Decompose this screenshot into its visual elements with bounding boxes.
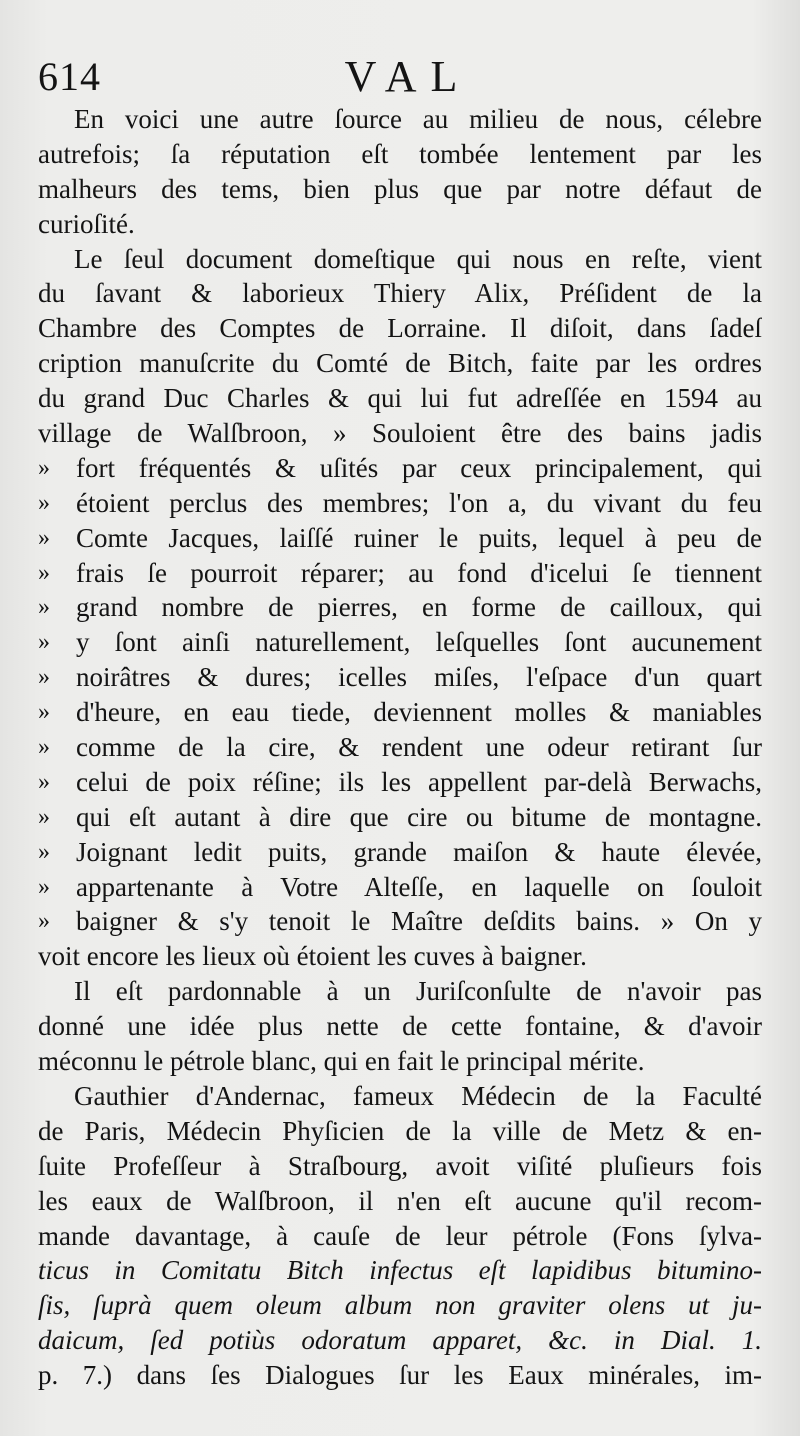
text-line: p. 7.) dans ſes Dialogues ſur les Eaux minérales, im-: [38, 1360, 762, 1391]
text-line: donné une idée plus nette de cette fontaine, & d'avoir: [38, 1011, 762, 1042]
quote-mark: »: [38, 873, 50, 900]
quoted-text: celui de poix réſine; ils les appellent par-delà Berwachs,: [76, 766, 762, 797]
quote-mark: »: [38, 838, 50, 865]
page-number: 614: [38, 54, 101, 99]
quoted-text: baigner & s'y tenoit le Maître deſdits bains. » On y: [76, 906, 762, 937]
text-line: curioſité.: [38, 208, 135, 239]
quoted-text: qui eſt autant à dire que cire ou bitume de montagne.: [76, 801, 762, 832]
quoted-text: d'heure, en eau tiede, deviennent molles & maniables: [76, 697, 762, 728]
quoted-text: appartenante à Votre Alteſſe, en laquelle on ſouloit: [76, 871, 762, 902]
quote-mark: »: [38, 524, 50, 551]
quote-mark: »: [38, 489, 50, 516]
quoted-line: [38, 730, 762, 765]
text-line: du grand Duc Charles & qui lui fut adreſſée en 1594 au: [38, 383, 762, 414]
text-line: les eaux de Walſbroon, il n'en eſt aucune qu'il recom-: [38, 1185, 762, 1216]
quoted-text: grand nombre de pierres, en forme de cailloux, qui: [76, 592, 762, 623]
quote-mark: »: [38, 594, 50, 621]
quoted-line: [38, 590, 762, 625]
quote-mark: »: [38, 803, 50, 830]
text-line: Le ſeul document domeſtique qui nous en reſte, vient: [74, 243, 762, 274]
text-line: ſis, ſuprà quem oleum album non graviter olens ut ju-: [38, 1290, 762, 1321]
quoted-line: [38, 660, 762, 695]
quoted-line: [38, 800, 762, 835]
text-line: malheurs des tems, bien plus que par notre défaut de: [38, 173, 762, 204]
quoted-text: y ſont ainſi naturellement, leſquelles ſont aucunement: [76, 627, 762, 658]
quoted-line: [38, 486, 762, 521]
text-line: de Paris, Médecin Phyſicien de la ville de Metz & en-: [38, 1115, 762, 1146]
text-line: voit encore les lieux où étoient les cuves à baigner.: [38, 941, 587, 972]
quoted-line: [38, 625, 762, 660]
quoted-text: frais ſe pourroit réparer; au fond d'icelui ſe tiennent: [76, 557, 762, 588]
quote-mark: »: [38, 629, 50, 656]
text-line: ſuite Profeſſeur à Straſbourg, avoit viſité pluſieurs fois: [38, 1150, 762, 1181]
quote-mark: »: [38, 454, 50, 481]
text-line: ticus in Comitatu Bitch infectus eſt lapidibus bitumino-: [38, 1255, 762, 1286]
quoted-text: comme de la cire, & rendent une odeur retirant ſur: [76, 732, 762, 763]
quoted-line: [38, 521, 762, 556]
text-line: autrefois; ſa réputation eſt tombée lentement par les: [38, 138, 762, 169]
page-header: [38, 52, 778, 102]
quoted-line: [38, 556, 762, 591]
quote-mark: »: [38, 559, 50, 586]
running-head: VAL: [344, 52, 472, 101]
text-line: méconnu le pétrole blanc, qui en fait le principal mérite.: [38, 1046, 645, 1077]
text-line: cription manuſcrite du Comté de Bitch, faite par les ordres: [38, 348, 762, 379]
quote-mark: »: [38, 768, 50, 795]
quote-mark: »: [38, 664, 50, 691]
quoted-line: [38, 451, 762, 486]
quoted-line: [38, 835, 762, 870]
quoted-text: Joignant ledit puits, grande maiſon & haute élevée,: [76, 836, 762, 867]
quoted-text: fort fréquentés & uſités par ceux principalement, qui: [76, 452, 762, 483]
quote-mark: »: [38, 908, 50, 935]
quoted-line: [38, 904, 762, 939]
text-line: village de Walſbroon, » Souloient être des bains jadis: [38, 418, 762, 449]
quoted-line: [38, 695, 762, 730]
quoted-line: [38, 870, 762, 905]
quote-mark: »: [38, 734, 50, 761]
text-line: mande davantage, à cauſe de leur pétrole (Fons ſylva-: [38, 1220, 762, 1251]
quoted-text: Comte Jacques, laiſſé ruiner le puits, lequel à peu de: [76, 522, 762, 553]
text-line: daicum, ſed potiùs odoratum apparet, &c. in Dial. 1.: [38, 1325, 762, 1356]
text-line: Gauthier d'Andernac, fameux Médecin de la Faculté: [74, 1080, 762, 1111]
text-line: du ſavant & laborieux Thiery Alix, Préſident de la: [38, 278, 762, 309]
text-line: Il eſt pardonnable à un Juriſconſulte de n'avoir pas: [74, 976, 762, 1007]
body-text: [38, 102, 762, 1393]
quote-mark: »: [38, 699, 50, 726]
quoted-text: noirâtres & dures; icelles miſes, l'eſpace d'un quart: [76, 662, 762, 693]
text-line: Chambre des Comptes de Lorraine. Il diſoit, dans ſadeſ: [38, 313, 762, 344]
quoted-text: étoient perclus des membres; l'on a, du vivant du feu: [76, 487, 762, 518]
text-line: En voici une autre ſource au milieu de nous, célebre: [74, 104, 762, 134]
quoted-line: [38, 765, 762, 800]
